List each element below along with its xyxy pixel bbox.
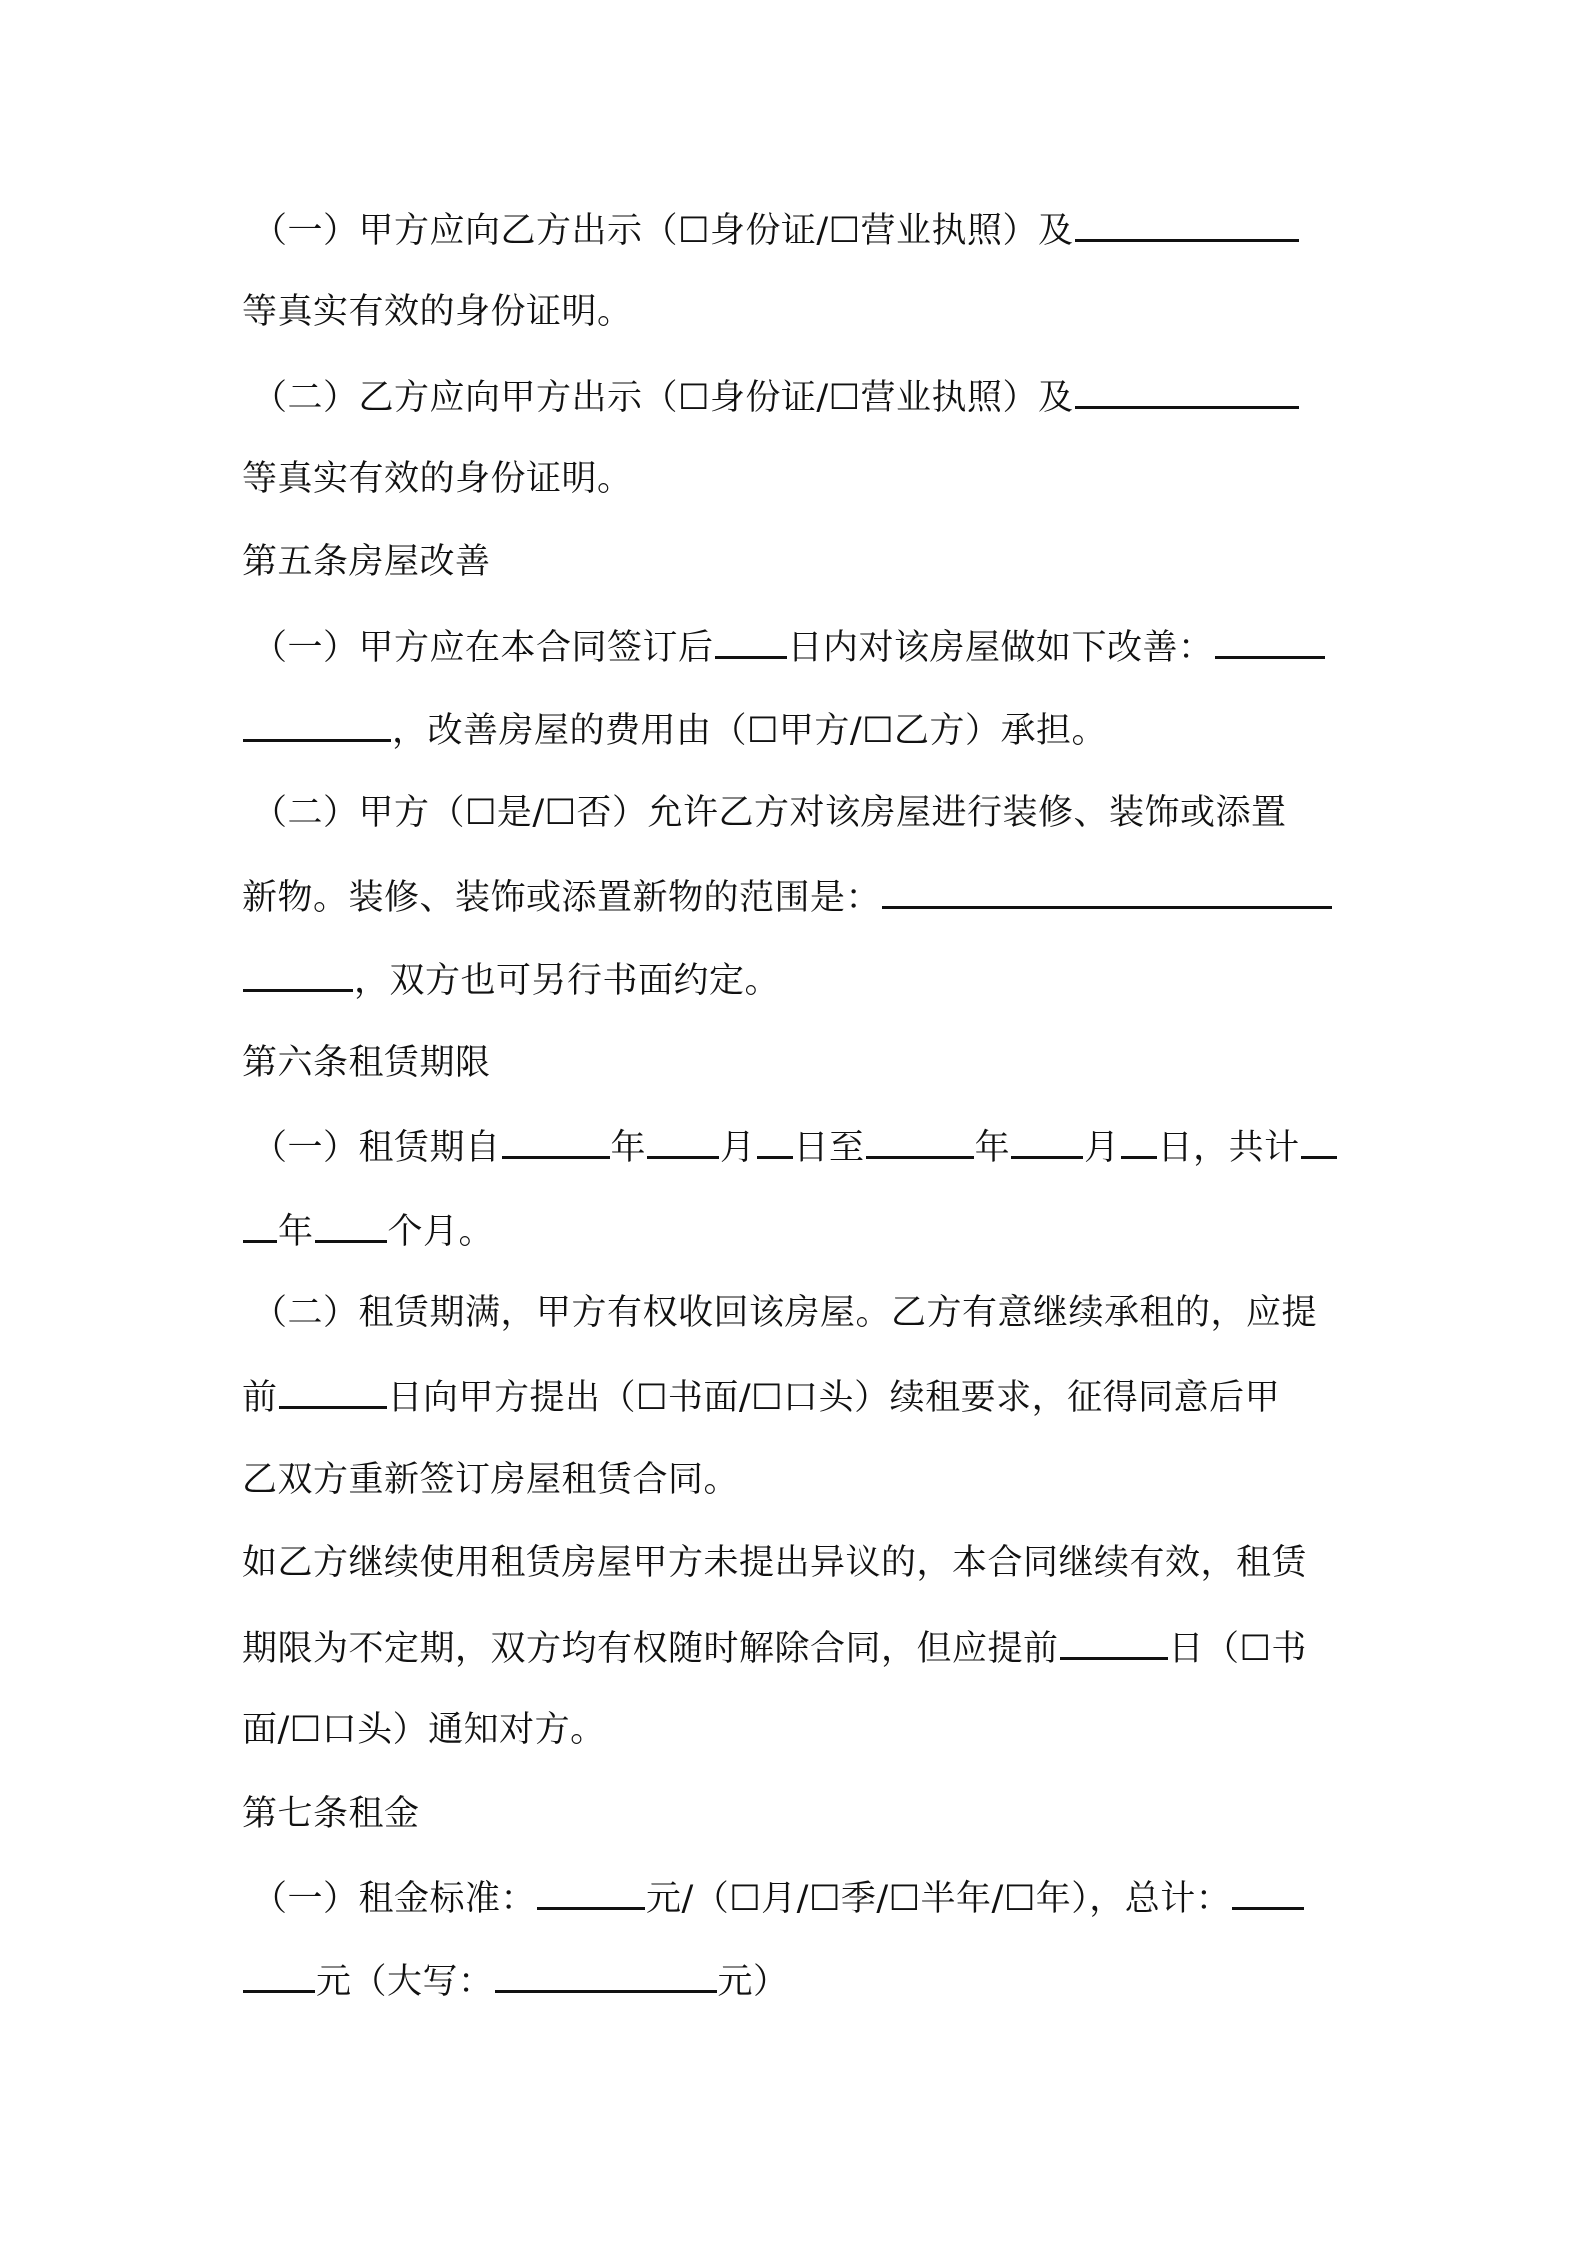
clause-text: （二）租赁期满，甲方有权收回该房屋。乙方有意继续承租的，应提: [252, 1293, 1318, 1333]
clause-text: 元（大写：: [316, 1962, 494, 2002]
clause-text: ，改善房屋的费用由（☐甲方/☐乙方）承担。: [392, 711, 1108, 751]
fill-blank[interactable]: [315, 1206, 387, 1243]
clause-text: （一）甲方应在本合同签订后: [252, 628, 714, 668]
clause-text: （一）租赁期自: [252, 1128, 501, 1168]
clause-5-2: [252, 789, 1372, 837]
clause-7-1: [252, 1873, 1372, 1921]
clause-6-2-cont2: [242, 1456, 1362, 1504]
clause-6-extra-cont: [242, 1623, 1362, 1671]
clause-6-2-cont: [242, 1372, 1362, 1420]
fill-blank[interactable]: [1075, 372, 1299, 409]
heading-text: 第五条房屋改善: [242, 542, 491, 582]
fill-blank[interactable]: [1075, 205, 1299, 242]
clause-text: 元/（☐月/☐季/☐半年/☐年），总计：: [646, 1879, 1232, 1919]
clause-text: （二）甲方（☐是/☐否）允许乙方对该房屋进行装修、装饰或添置: [252, 793, 1287, 833]
clause-4-2-cont: [242, 455, 1362, 503]
heading-text: 第七条租金: [242, 1794, 420, 1834]
clause-6-extra-cont2: [242, 1706, 1362, 1754]
clause-4-1-cont: [242, 288, 1362, 336]
fill-blank[interactable]: [243, 705, 391, 742]
fill-blank[interactable]: [882, 872, 1332, 909]
clause-text: 日，共计: [1157, 1128, 1300, 1168]
clause-text: 乙双方重新签订房屋租赁合同。: [242, 1460, 740, 1500]
clause-text: 个月。: [387, 1212, 495, 1252]
clause-5-2-cont: [242, 872, 1362, 920]
fill-blank[interactable]: [502, 1122, 610, 1159]
clause-text: 日内对该房屋做如下改善：: [787, 628, 1214, 668]
fill-blank[interactable]: [1011, 1122, 1083, 1159]
clause-5-1-cont: [242, 705, 1362, 753]
clause-text: 元）: [717, 1962, 789, 2002]
clause-text: 年: [974, 1128, 1011, 1168]
fill-blank[interactable]: [757, 1122, 793, 1159]
clause-text: 月: [1084, 1128, 1120, 1168]
clause-text: 新物。装修、装饰或添置新物的范围是：: [242, 878, 882, 918]
clause-6-extra: [242, 1539, 1362, 1587]
clause-4-2: [252, 372, 1372, 420]
clause-text: 年: [278, 1212, 314, 1252]
clause-text: 月: [720, 1128, 756, 1168]
fill-blank[interactable]: [1121, 1122, 1157, 1159]
clause-text: 如乙方继续使用租赁房屋甲方未提出异议的，本合同继续有效，租赁: [242, 1543, 1308, 1583]
clause-6-1-cont: [242, 1206, 1362, 1254]
fill-blank[interactable]: [1232, 1873, 1304, 1910]
clause-text: 期限为不定期，双方均有权随时解除合同，但应提前: [242, 1629, 1059, 1669]
fill-blank[interactable]: [1060, 1623, 1168, 1660]
clause-text: 等真实有效的身份证明。: [242, 292, 633, 332]
fill-blank[interactable]: [1215, 622, 1325, 659]
fill-blank[interactable]: [243, 1956, 315, 1993]
fill-blank[interactable]: [866, 1122, 974, 1159]
fill-blank[interactable]: [279, 1372, 387, 1409]
article-6-heading: [242, 1039, 1362, 1087]
clause-text: （二）乙方应向甲方出示（☐身份证/☐营业执照）及: [252, 378, 1074, 418]
clause-text: 等真实有效的身份证明。: [242, 459, 633, 499]
fill-blank[interactable]: [1301, 1122, 1337, 1159]
article-7-heading: [242, 1790, 1362, 1838]
clause-6-2: [252, 1289, 1372, 1337]
clause-text: （一）租金标准：: [252, 1879, 537, 1919]
clause-6-1: [252, 1122, 1372, 1170]
clause-text: 年: [610, 1128, 647, 1168]
clause-text: 日向甲方提出（☐书面/☐口头）续租要求，征得同意后甲: [387, 1378, 1281, 1418]
fill-blank[interactable]: [647, 1122, 719, 1159]
clause-text: 前: [242, 1378, 278, 1418]
clause-5-2-cont2: [242, 955, 1362, 1003]
clause-text: ，双方也可另行书面约定。: [354, 961, 781, 1001]
fill-blank[interactable]: [243, 1206, 277, 1243]
heading-text: 第六条租赁期限: [242, 1043, 491, 1083]
clause-text: 面/☐口头）通知对方。: [242, 1710, 606, 1750]
fill-blank[interactable]: [537, 1873, 645, 1910]
clause-4-1: [252, 205, 1372, 253]
fill-blank[interactable]: [243, 955, 353, 992]
clause-text: 日（☐书: [1168, 1629, 1307, 1669]
fill-blank[interactable]: [715, 622, 787, 659]
clause-7-1-cont: [242, 1956, 1362, 2004]
article-5-heading: [242, 538, 1362, 586]
clause-text: （一）甲方应向乙方出示（☐身份证/☐营业执照）及: [252, 211, 1074, 251]
fill-blank[interactable]: [495, 1956, 717, 1993]
clause-text: 日至: [793, 1128, 865, 1168]
clause-5-1: [252, 622, 1372, 670]
